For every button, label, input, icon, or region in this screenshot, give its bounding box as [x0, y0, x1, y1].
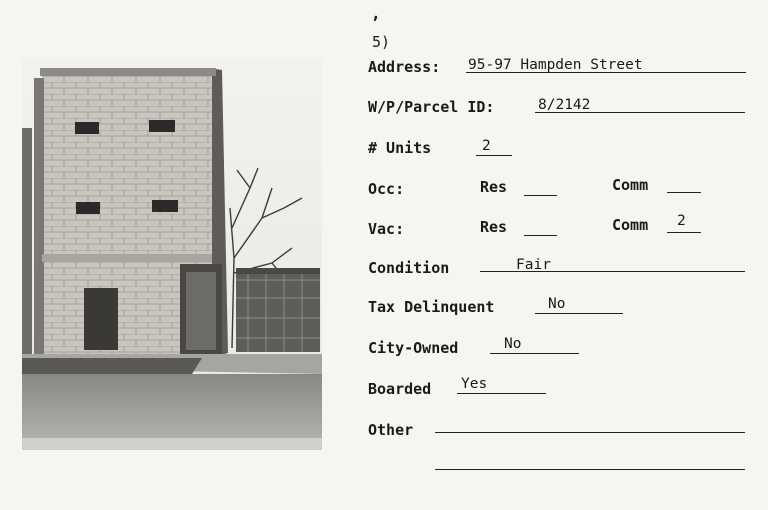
vac-comm-value: 2	[677, 213, 686, 229]
city-owned-underline	[490, 353, 579, 354]
other-underline	[435, 432, 745, 433]
condition-value: Fair	[516, 257, 551, 273]
units-label: # Units	[368, 139, 432, 157]
occ-comm-underline	[667, 192, 701, 193]
occ-comm-label: Comm	[612, 176, 649, 194]
stray-mark: ,	[371, 4, 381, 23]
city-owned-label: City-Owned	[368, 339, 459, 357]
boarded-label: Boarded	[368, 380, 432, 398]
other-underline-2	[435, 469, 745, 470]
occ-res-label: Res	[480, 178, 508, 196]
condition-label: Condition	[368, 259, 450, 277]
parcel-value: 8/2142	[538, 97, 591, 113]
tax-delinquent-value: No	[548, 296, 566, 312]
address-label: Address:	[368, 58, 441, 76]
record-number: 5)	[372, 33, 391, 51]
city-owned-value: No	[504, 336, 522, 352]
other-label: Other	[368, 421, 414, 439]
boarded-value: Yes	[461, 376, 488, 392]
tax-delinquent-label: Tax Delinquent	[368, 298, 495, 316]
tax-delinquent-underline	[535, 313, 623, 314]
units-underline	[476, 155, 512, 156]
address-value: 95-97 Hampden Street	[468, 57, 643, 73]
occ-res-underline	[524, 195, 557, 196]
boarded-underline	[457, 393, 546, 394]
parcel-label: W/P/Parcel ID:	[368, 98, 495, 116]
occ-label: Occ:	[368, 180, 405, 198]
vac-comm-label: Comm	[612, 216, 649, 234]
units-value: 2	[482, 138, 491, 154]
vac-res-label: Res	[480, 218, 508, 236]
vac-comm-underline	[667, 232, 701, 233]
vac-label: Vac:	[368, 220, 405, 238]
vac-res-underline	[524, 235, 557, 236]
